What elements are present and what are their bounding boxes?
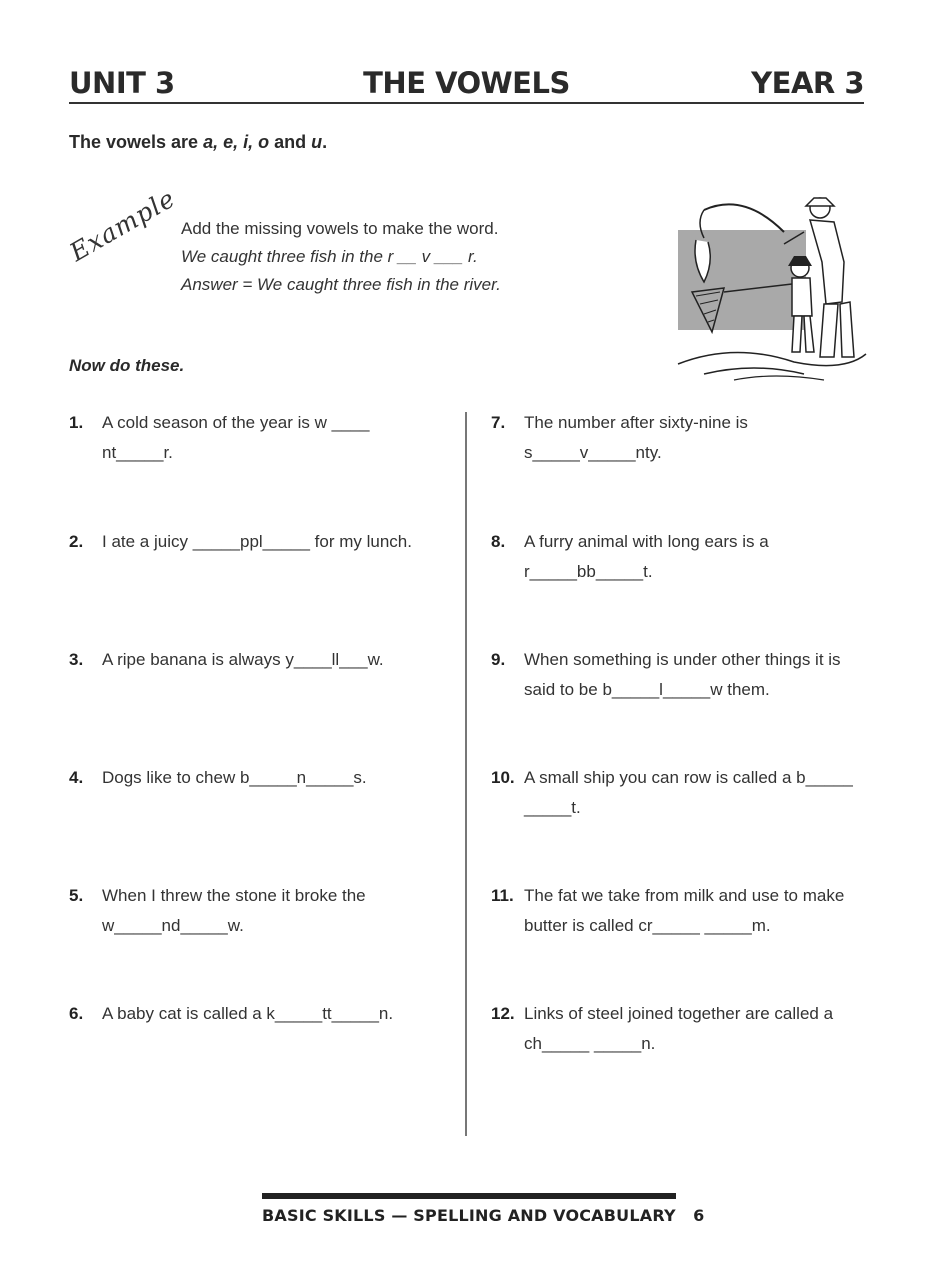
question-text: A small ship you can row is called a b_____ _____t. — [524, 768, 853, 817]
page-header — [69, 62, 864, 104]
intro-end: . — [322, 132, 328, 152]
question-number: 5. — [69, 886, 84, 905]
now-do-these-heading: Now do these. — [69, 356, 185, 375]
question-5 — [69, 881, 439, 941]
question-text: The fat we take from milk and use to make butter is called cr_____ _____m. — [524, 886, 845, 935]
question-text: When something is under other things it is said to be b_____l_____w them. — [524, 650, 841, 699]
question-number: 3. — [69, 650, 84, 669]
footer-rule — [262, 1193, 676, 1199]
question-text: I ate a juicy _____ppl_____ for my lunch. — [102, 532, 412, 551]
question-number: 4. — [69, 768, 84, 787]
unit-label: UNIT 3 — [69, 66, 175, 100]
question-9 — [491, 645, 863, 705]
question-text: A ripe banana is always y____ll___w. — [102, 650, 384, 669]
question-number: 12. — [491, 1004, 515, 1023]
vowels-intro — [69, 132, 327, 153]
question-11 — [491, 881, 863, 941]
question-number: 1. — [69, 413, 84, 432]
question-number: 7. — [491, 413, 506, 432]
question-4 — [69, 763, 439, 793]
question-10 — [491, 763, 863, 823]
question-number: 11. — [491, 886, 514, 905]
question-text: Links of steel joined together are called a ch_____ _____n. — [524, 1004, 834, 1053]
question-8 — [491, 527, 863, 587]
question-number: 10. — [491, 768, 515, 787]
question-7 — [491, 408, 863, 468]
example-sentence: We caught three fish in the r __ v ___ r. — [181, 247, 478, 266]
question-text: A furry animal with long ears is a r_____bb_____t. — [524, 532, 769, 581]
example-label: Example — [64, 183, 181, 268]
question-number: 2. — [69, 532, 84, 551]
page-title: THE VOWELS — [363, 66, 570, 100]
intro-prefix: The vowels are — [69, 132, 204, 152]
intro-and: and — [269, 132, 312, 152]
question-1 — [69, 408, 439, 468]
example-block — [181, 215, 501, 299]
intro-vowels: a, e, i, o — [203, 132, 270, 152]
example-answer: Answer = We caught three fish in the river. — [181, 275, 501, 294]
question-text: A baby cat is called a k_____tt_____n. — [102, 1004, 394, 1023]
year-label: YEAR 3 — [751, 66, 864, 100]
question-number: 8. — [491, 532, 506, 551]
question-12 — [491, 999, 863, 1059]
question-text: When I threw the stone it broke the w_____nd_____w. — [102, 886, 366, 935]
question-3 — [69, 645, 439, 675]
example-instruction: Add the missing vowels to make the word. — [181, 219, 499, 238]
question-number: 9. — [491, 650, 506, 669]
father-child-fishing-illustration — [674, 192, 869, 387]
page-footer: BASIC SKILLS — SPELLING AND VOCABULARY 6 — [262, 1206, 705, 1225]
question-text: Dogs like to chew b_____n_____s. — [102, 768, 367, 787]
intro-last-vowel: u — [311, 132, 323, 152]
question-number: 6. — [69, 1004, 84, 1023]
question-text: A cold season of the year is w ____ nt_____r. — [102, 413, 370, 462]
question-text: The number after sixty-nine is s_____v_____nty. — [524, 413, 748, 462]
question-2 — [69, 527, 439, 557]
question-6 — [69, 999, 439, 1029]
column-divider — [465, 412, 467, 1136]
